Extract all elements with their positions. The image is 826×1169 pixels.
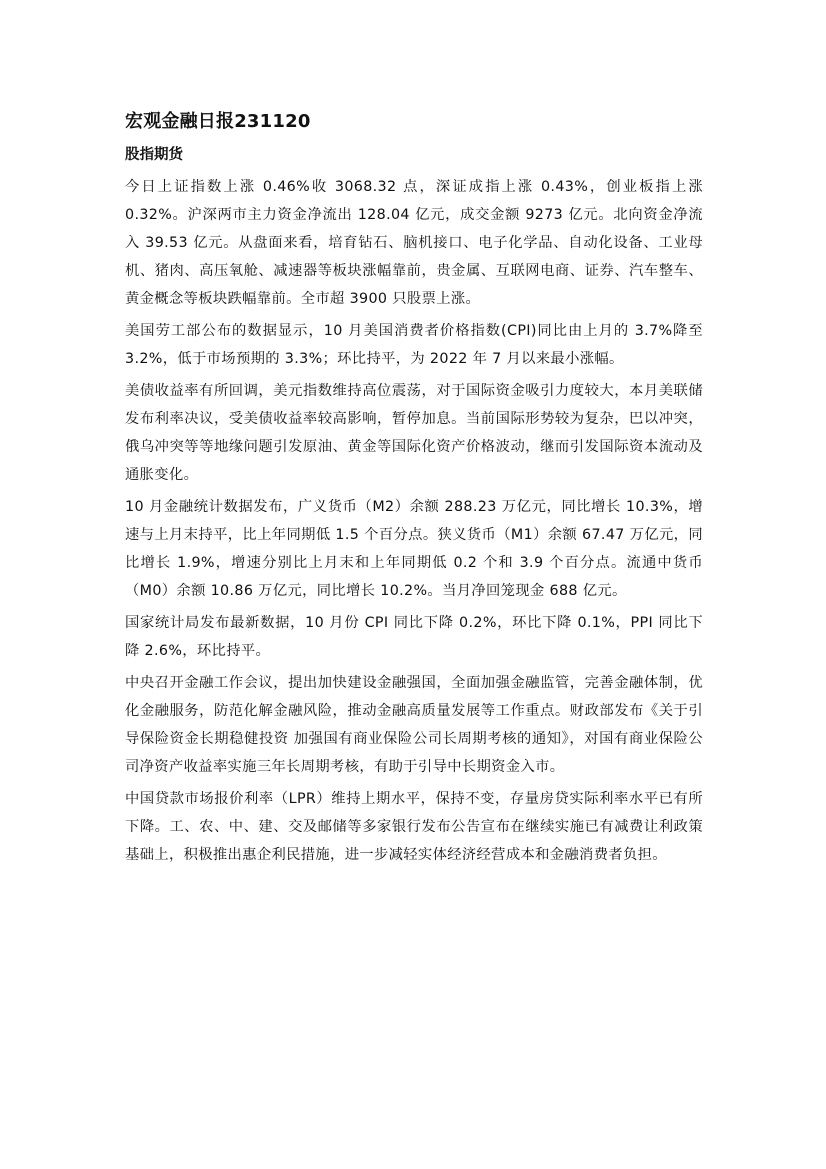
paragraph-us-cpi: 美国劳工部公布的数据显示，10 月美国消费者价格指数(CPI)同比由上月的 3.7%降至 3.2%，低于市场预期的 3.3%；环比持平，为 2022 年 7 月以来最小涨幅。 xyxy=(125,323,703,367)
paragraph-lpr: 中国贷款市场报价利率（LPR）维持上期水平，保持不变，存量房贷实际利率水平已有所下降。工、农、中、建、交及邮储等多家银行发布公告宣布在继续实施已有减费让利政策基础上，积极推出惠企利民措施，进一步减轻实体经济经营成本和金融消费者负担。 xyxy=(125,791,703,863)
paragraph-cpi-ppi: 国家统计局发布最新数据，10 月份 CPI 同比下降 0.2%，环比下降 0.1%，PPI 同比下降 2.6%，环比持平。 xyxy=(125,615,703,659)
document-body xyxy=(125,108,703,873)
paragraph-us-treasury-yields: 美债收益率有所回调，美元指数维持高位震荡，对于国际资金吸引力度较大，本月美联储发布利率决议，受美债收益率较高影响，暂停加息。当前国际形势较为复杂，巴以冲突，俄乌冲突等等地缘问题引发原油、黄金等国际化资产价格波动，继而引发国际资本流动及通胀变化。 xyxy=(125,383,703,483)
paragraph-financial-statistics: 10 月金融统计数据发布，广义货币（M2）余额 288.23 万亿元，同比增长 10.3%，增速与上月末持平，比上年同期低 1.5 个百分点。狭义货币（M1）余额 67.47 万亿元，同比增长 1.9%，增速分别比上月末和上年同期低 0.2 个和 3.9 个百分点。流通中货币（M0）余额 10.86 万亿元，同比增长 10.2%。当月净回笼现金 688 亿元。 xyxy=(125,499,703,599)
document-title: 宏观金融日报231120 xyxy=(125,111,311,132)
section-heading-stock-index-futures: 股指期货 xyxy=(125,147,183,163)
paragraph-market-summary: 今日上证指数上涨 0.46%收 3068.32 点，深证成指上涨 0.43%，创业板指上涨 0.32%。沪深两市主力资金净流出 128.04 亿元，成交金额 9273 亿元。北向资金净流入 39.53 亿元。从盘面来看，培育钻石、脑机接口、电子化学品、自动化设备、工业母机、猪肉、高压氧舱、减速器等板块涨幅靠前，贵金属、互联网电商、证券、汽车整车、黄金概念等板块跌幅靠前。全市超 3900 只股票上涨。 xyxy=(125,179,703,307)
paragraph-financial-work-conference: 中央召开金融工作会议，提出加快建设金融强国，全面加强金融监管，完善金融体制，优化金融服务，防范化解金融风险，推动金融高质量发展等工作重点。财政部发布《关于引导保险资金长期稳健投资 加强国有商业保险公司长周期考核的通知》，对国有商业保险公司净资产收益率实施三年长周期考核，有助于引导中长期资金入市。 xyxy=(125,675,703,775)
